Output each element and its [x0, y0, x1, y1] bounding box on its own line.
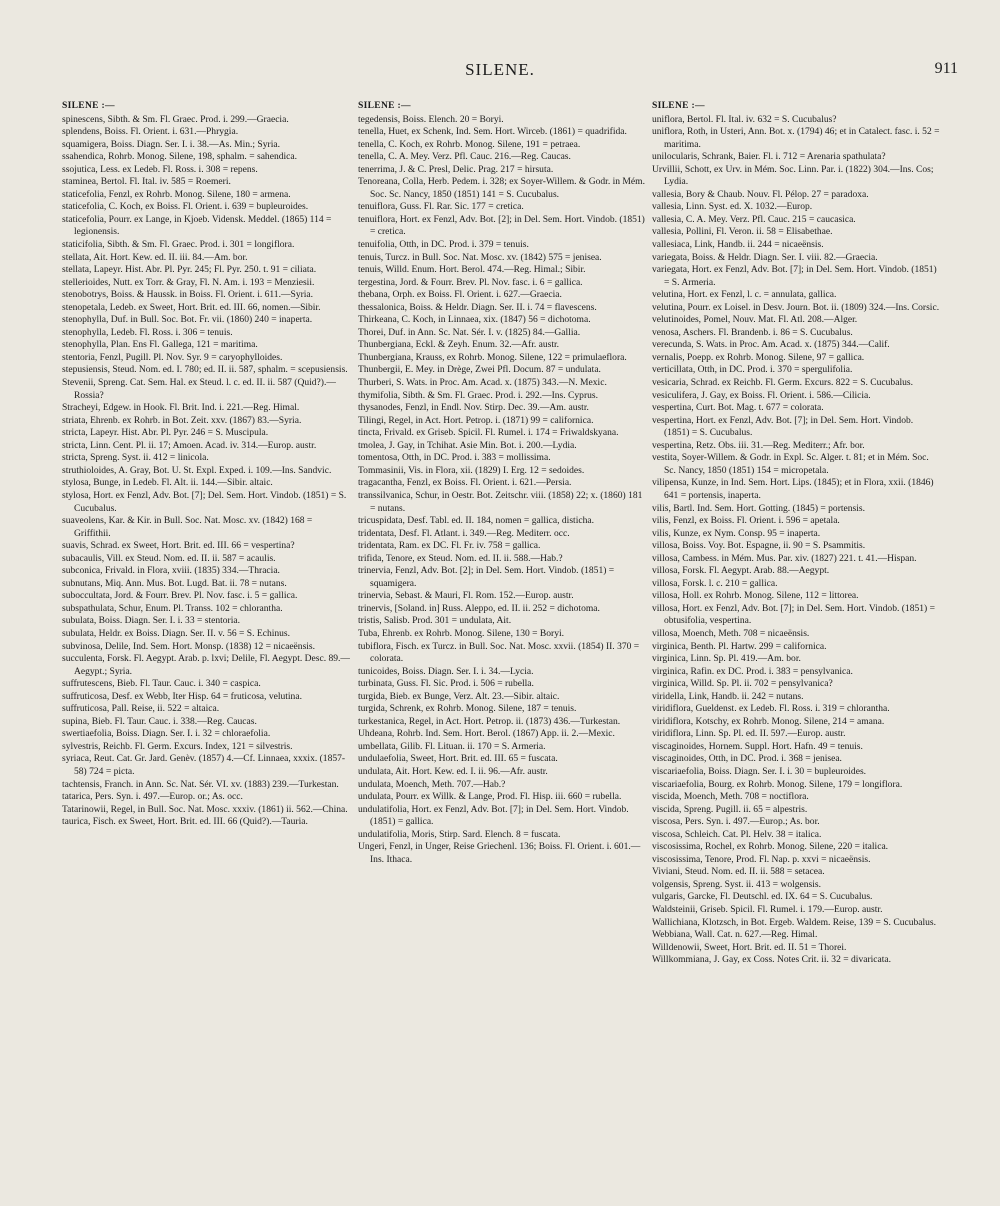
- index-entry: tridentata, Ram. ex DC. Fl. Fr. iv. 758 = gallica.: [358, 540, 541, 552]
- index-entry: velutina, Pourr. ex Loisel. in Desv. Journ. Bot. ii. (1809) 324.—Ins. Corsic.: [652, 301, 940, 313]
- index-entry: venosa, Aschers. Fl. Brandenb. i. 86 = S. Cucubalus.: [652, 326, 853, 338]
- index-entry: vilis, Bartl. Ind. Sem. Hort. Gotting. (1845) = portensis.: [652, 502, 866, 514]
- index-entry: vesicaria, Schrad. ex Reichb. Fl. Germ. Excurs. 822 = S. Cucubalus.: [652, 377, 913, 389]
- index-entry: turkestanica, Regel, in Act. Hort. Petrop. ii. (1873) 436.—Turkestan.: [358, 715, 621, 727]
- index-entry: viridiflora, Kotschy, ex Rohrb. Monog. Silene, 214 = amana.: [652, 715, 885, 727]
- index-entry: tegedensis, Boiss. Elench. 20 = Boryi.: [358, 113, 504, 125]
- column-1: [62, 100, 350, 829]
- index-entry: stenophylla, Ledeb. Fl. Ross. i. 306 = tenuis.: [62, 326, 233, 338]
- index-entry: subacaulis, Vill. ex Steud. Nom. ed. II. ii. 587 = acaulis.: [62, 552, 276, 564]
- index-entry: uniflora, Roth, in Usteri, Ann. Bot. x. (1794) 46; et in Catalect. fasc. i. 52 = maritima.: [652, 126, 940, 150]
- index-entry: stenopetala, Ledeb. ex Sweet, Hort. Brit. ed. III. 66, nomen.—Sibir.: [62, 301, 321, 313]
- index-entry: vallesia, Bory & Chaub. Nouv. Fl. Pélop. 27 = paradoxa.: [652, 188, 869, 200]
- index-entry: ssahendica, Rohrb. Monog. Silene, 198, sphalm. = sahendica.: [62, 151, 297, 163]
- index-entry: suavis, Schrad. ex Sweet, Hort. Brit. ed. III. 66 = vespertina?: [62, 540, 295, 552]
- index-entry: swertiaefolia, Boiss. Diagn. Ser. I. i. 32 = chloraefolia.: [62, 728, 271, 740]
- index-entry: Tenoreana, Colla, Herb. Pedem. i. 328; ex Soyer-Willem. & Godr. in Mém. Soc. Sc. Nancy, 1850 (1851) 141 = S. Cucubalus.: [358, 176, 645, 200]
- index-entry: Tommasinii, Vis. in Flora, xii. (1829) I. Erg. 12 = sedoides.: [358, 464, 585, 476]
- index-entry: suboccultata, Jord. & Fourr. Brev. Pl. Nov. fasc. i. 5 = gallica.: [62, 590, 298, 602]
- index-entry: villosa, Holl. ex Rohrb. Monog. Silene, 112 = littorea.: [652, 590, 859, 602]
- index-entry: subconica, Frivald. in Flora, xviii. (1835) 334.—Thracia.: [62, 565, 280, 577]
- index-entry: splendens, Boiss. Fl. Orient. i. 631.—Phrygia.: [62, 126, 239, 138]
- index-entry: Uhdeana, Rohrb. Ind. Sem. Hort. Berol. (1867) App. ii. 2.—Mexic.: [358, 728, 615, 740]
- column-heading: SILENE :—: [652, 100, 705, 111]
- index-entry: Willkommiana, J. Gay, ex Coss. Notes Crit. ii. 32 = divaricata.: [652, 954, 892, 966]
- index-entry: tristis, Salisb. Prod. 301 = undulata, Ait.: [358, 615, 512, 627]
- index-entry: sylvestris, Reichb. Fl. Germ. Excurs. Index, 121 = silvestris.: [62, 740, 293, 752]
- column-3: [652, 100, 940, 967]
- index-entry: virginica, Linn. Sp. Pl. 419.—Am. bor.: [652, 653, 801, 665]
- index-entry: Thorei, Duf. in Ann. Sc. Nat. Sér. I. v. (1825) 84.—Gallia.: [358, 326, 581, 338]
- index-entry: tenuifolia, Otth, in DC. Prod. i. 379 = tenuis.: [358, 239, 529, 251]
- page-number: 911: [934, 60, 958, 77]
- index-entry: staminea, Bertol. Fl. Ital. iv. 585 = Roemeri.: [62, 176, 231, 188]
- index-entry: vallesia, Pollini, Fl. Veron. ii. 58 = Elisabethae.: [652, 226, 833, 238]
- index-entry: undulata, Moench, Meth. 707.—Hab.?: [358, 778, 506, 790]
- index-entry: vilis, Fenzl, ex Boiss. Fl. Orient. i. 596 = apetala.: [652, 515, 840, 527]
- index-entry: stricta, Lapeyr. Hist. Abr. Pl. Pyr. 246 = S. Muscipula.: [62, 427, 269, 439]
- index-entry: staticefolia, Fenzl, ex Rohrb. Monog. Silene, 180 = armena.: [62, 188, 291, 200]
- index-entry: viscaginoides, Hornem. Suppl. Hort. Hafn. 49 = tenuis.: [652, 740, 863, 752]
- index-entry: tenella, Huet, ex Schenk, Ind. Sem. Hort. Wirceb. (1861) = quadrifida.: [358, 126, 627, 138]
- index-entry: stenobotrys, Boiss. & Haussk. in Boiss. Fl. Orient. i. 611.—Syria.: [62, 289, 314, 301]
- index-entry: viscaginoides, Otth, in DC. Prod. i. 368 = jenisea.: [652, 753, 842, 765]
- index-entry: vallesia, C. A. Mey. Verz. Pfl. Cauc. 215 = caucasica.: [652, 213, 856, 225]
- index-entry: tenuiflora, Guss. Fl. Rar. Sic. 177 = cretica.: [358, 201, 524, 213]
- index-entry: Tuba, Ehrenb. ex Rohrb. Monog. Silene, 130 = Boryi.: [358, 627, 565, 639]
- index-entry: stricta, Linn. Cent. Pl. ii. 17; Amoen. Acad. iv. 314.—Europ. austr.: [62, 439, 317, 451]
- index-entry: thysanodes, Fenzl, in Endl. Nov. Stirp. Dec. 39.—Am. austr.: [358, 402, 589, 414]
- index-entry: suaveolens, Kar. & Kir. in Bull. Soc. Nat. Mosc. xv. (1842) 168 = Griffithii.: [62, 515, 313, 539]
- index-entry: tricuspidata, Desf. Tabl. ed. II. 184, nomen = gallica, disticha.: [358, 515, 594, 527]
- index-entry: viridiflora, Gueldenst. ex Ledeb. Fl. Ross. i. 319 = chlorantha.: [652, 703, 890, 715]
- index-entry: vilipensa, Kunze, in Ind. Sem. Hort. Lips. (1845); et in Flora, xxii. (1846) 641 = portensis, inaperta.: [652, 477, 934, 501]
- index-entry: trinervia, Sebast. & Mauri, Fl. Rom. 152.—Europ. austr.: [358, 590, 574, 602]
- index-entry: vulgaris, Garcke, Fl. Deutschl. ed. IX. 64 = S. Cucubalus.: [652, 891, 873, 903]
- index-entry: vespertina, Hort. ex Fenzl, Adv. Bot. [7]; in Del. Sem. Hort. Vindob. (1851) = S. Cucubalus.: [652, 414, 914, 439]
- index-entry: undulata, Pourr. ex Willk. & Lange, Prod. Fl. Hisp. iii. 660 = rubella.: [358, 791, 622, 803]
- index-entry: vilis, Kunze, ex Nym. Consp. 95 = inaperta.: [652, 527, 821, 539]
- index-entry: subnutans, Miq. Ann. Mus. Bot. Lugd. Bat. ii. 78 = nutans.: [62, 577, 287, 589]
- index-entry: virginica, Willd. Sp. Pl. ii. 702 = pensylvanica?: [652, 678, 833, 690]
- index-entry: unilocularis, Schrank, Baier. Fl. i. 712 = Arenaria spathulata?: [652, 151, 886, 163]
- index-entry: viscosa, Pers. Syn. i. 497.—Europ.; As. bor.: [652, 816, 820, 828]
- index-entry: tenerrima, J. & C. Presl, Delic. Prag. 217 = hirsuta.: [358, 163, 554, 175]
- index-entry: Thunbergiana, Eckl. & Zeyh. Enum. 32.—Afr. austr.: [358, 339, 560, 351]
- index-entry: vallesia, Linn. Syst. ed. X. 1032.—Europ.: [652, 201, 813, 213]
- index-entry: Thurberi, S. Wats. in Proc. Am. Acad. x. (1875) 343.—N. Mexic.: [358, 377, 607, 389]
- index-entry: Viviani, Steud. Nom. ed. II. ii. 588 = setacea.: [652, 866, 825, 878]
- index-entry: villosa, Boiss. Voy. Bot. Espagne, ii. 90 = S. Psammitis.: [652, 540, 866, 552]
- index-entry: stricta, Spreng. Syst. ii. 412 = linicola.: [62, 452, 209, 464]
- index-entry: taurica, Fisch. ex Sweet, Hort. Brit. ed. III. 66 (Quid?).—Tauria.: [62, 816, 308, 828]
- index-entry: vallesiaca, Link, Handb. ii. 244 = nicaeënsis.: [652, 239, 824, 251]
- index-entry: virginica, Benth. Pl. Hartw. 299 = californica.: [652, 640, 827, 652]
- running-title: SILENE.: [465, 60, 535, 79]
- index-entry: Wallichiana, Klotzsch, in Bot. Ergeb. Waldem. Reise, 139 = S. Cucubalus.: [652, 916, 937, 928]
- index-entry: struthioloides, A. Gray, Bot. U. St. Expl. Exped. i. 109.—Ins. Sandvic.: [62, 464, 332, 476]
- index-entry: undulatifolia, Moris, Stirp. Sard. Elench. 8 = fuscata.: [358, 828, 561, 840]
- index-entry: succulenta, Forsk. Fl. Aegypt. Arab. p. lxvi; Delile, Fl. Aegypt. Desc. 89.—Aegypt.; Syria.: [62, 653, 350, 677]
- index-entry: Thunbergiana, Krauss, ex Rohrb. Monog. Silene, 122 = primulaeflora.: [358, 351, 627, 363]
- index-entry: villosa, Forsk. l. c. 210 = gallica.: [652, 577, 778, 589]
- index-entry: striata, Ehrenb. ex Rohrb. in Bot. Zeit. xxv. (1867) 83.—Syria.: [62, 414, 302, 426]
- index-entry: tergestina, Jord. & Fourr. Brev. Pl. Nov. fasc. i. 6 = gallica.: [358, 276, 583, 288]
- index-entry: viscariaefolia, Bourg. ex Rohrb. Monog. Silene, 179 = longiflora.: [652, 778, 903, 790]
- index-entry: Urvillii, Schott, ex Urv. in Mém. Soc. Linn. Par. i. (1822) 304.—Ins. Cos; Lydia.: [652, 163, 934, 188]
- index-entry: verecunda, S. Wats. in Proc. Am. Acad. x. (1875) 344.—Calif.: [652, 339, 890, 351]
- index-entry: Stevenii, Spreng. Cat. Sem. Hal. ex Steud. l. c. ed. II. ii. 587 (Quid?).—Rossia?: [62, 377, 336, 401]
- index-entry: tenuiflora, Hort. ex Fenzl, Adv. Bot. [2]; in Del. Sem. Hort. Vindob. (1851) = cretica.: [358, 213, 645, 238]
- index-entry: undulatifolia, Hort. ex Fenzl, Adv. Bot. [7]; in Del. Sem. Hort. Vindob. (1851) = gallica.: [358, 803, 629, 828]
- index-entry: viscida, Spreng. Pugill. ii. 65 = alpestris.: [652, 803, 808, 815]
- index-entry: squamigera, Boiss. Diagn. Ser. I. i. 38.—As. Min.; Syria.: [62, 138, 280, 150]
- index-entry: viscosissima, Tenore, Prod. Fl. Nap. p. xxvi = nicaeënsis.: [652, 853, 871, 865]
- index-entry: vespertina, Curt. Bot. Mag. t. 677 = colorata.: [652, 402, 824, 414]
- index-entry: stentoria, Fenzl, Pugill. Pl. Nov. Syr. 9 = caryophylloides.: [62, 351, 283, 363]
- index-entry: tmolea, J. Gay, in Tchihat. Asie Min. Bot. i. 200.—Lydia.: [358, 439, 577, 451]
- index-entry: vesiculifera, J. Gay, ex Boiss. Fl. Orient. i. 586.—Cilicia.: [652, 389, 871, 401]
- index-entry: stellata, Ait. Hort. Kew. ed. II. iii. 84.—Am. bor.: [62, 251, 248, 263]
- index-entry: villosa, Cambess. in Mém. Mus. Par. xiv. (1827) 221. t. 41.—Hispan.: [652, 552, 917, 564]
- index-entry: umbellata, Gilib. Fl. Lituan. ii. 170 = S. Armeria.: [358, 740, 546, 752]
- index-entry: trifida, Tenore, ex Steud. Nom. ed. II. ii. 588.—Hab.?: [358, 552, 563, 564]
- index-entry: tunicoides, Boiss. Diagn. Ser. I. i. 34.—Lycia.: [358, 665, 534, 677]
- index-entry: velutina, Hort. ex Fenzl, l. c. = annulata, gallica.: [652, 289, 837, 301]
- index-entry: tridentata, Desf. Fl. Atlant. i. 349.—Reg. Mediterr. occ.: [358, 527, 570, 539]
- index-entry: Stracheyi, Edgew. in Hook. Fl. Brit. Ind. i. 221.—Reg. Himal.: [62, 402, 300, 414]
- index-entry: syriaca, Reut. Cat. Gr. Jard. Genèv. (1857) 4.—Cf. Linnaea, xxxix. (1857-58) 724 = picta.: [62, 753, 346, 777]
- index-entry: vernalis, Poepp. ex Rohrb. Monog. Silene, 97 = gallica.: [652, 351, 865, 363]
- index-entry: suffruticosa, Pall. Reise, ii. 522 = altaica.: [62, 703, 220, 715]
- index-entry: subspathulata, Schur, Enum. Pl. Transs. 102 = chlorantha.: [62, 602, 283, 614]
- index-entry: tenella, C. A. Mey. Verz. Pfl. Cauc. 216.—Reg. Caucas.: [358, 151, 571, 163]
- index-entry: Thunbergii, E. Mey. in Drège, Zwei Pfl. Docum. 87 = undulata.: [358, 364, 601, 376]
- index-entry: turgida, Bieb. ex Bunge, Verz. Alt. 23.—Sibir. altaic.: [358, 690, 560, 702]
- index-entry: Tilingi, Regel, in Act. Hort. Petrop. i. (1871) 99 = californica.: [358, 414, 594, 426]
- index-entry: stepusiensis, Steud. Nom. ed. I. 780; ed. II. ii. 587, sphalm. = scepusiensis.: [62, 364, 348, 376]
- index-entry: tenella, C. Koch, ex Rohrb. Monog. Silene, 191 = petraea.: [358, 138, 581, 150]
- index-entry: Webbiana, Wall. Cat. n. 627.—Reg. Himal.: [652, 929, 818, 941]
- index-entry: volgensis, Spreng. Syst. ii. 413 = wolgensis.: [652, 878, 822, 890]
- index-entry: tenuis, Turcz. in Bull. Soc. Nat. Mosc. xv. (1842) 575 = jenisea.: [358, 251, 602, 263]
- index-entry: viscariaefolia, Boiss. Diagn. Ser. I. i. 30 = bupleuroides.: [652, 765, 867, 777]
- index-entry: Thirkeana, C. Koch, in Linnaea, xix. (1847) 56 = dichotoma.: [358, 314, 591, 326]
- index-entry: staticefolia, C. Koch, ex Boiss. Fl. Orient. i. 639 = bupleuroides.: [62, 201, 309, 213]
- page-header: [0, 58, 1000, 82]
- index-entry: tachtensis, Franch. in Ann. Sc. Nat. Sér. VI. xv. (1883) 239.—Turkestan.: [62, 778, 339, 790]
- index-entry: tomentosa, Otth, in DC. Prod. i. 383 = mollissima.: [358, 452, 551, 464]
- index-entry: turgida, Schrenk, ex Rohrb. Monog. Silene, 187 = tenuis.: [358, 703, 577, 715]
- index-entry: tragacantha, Fenzl, ex Boiss. Fl. Orient. i. 621.—Persia.: [358, 477, 572, 489]
- index-entry: Willdenowii, Sweet, Hort. Brit. ed. II. 51 = Thorei.: [652, 941, 847, 953]
- index-entry: villosa, Moench, Meth. 708 = nicaeënsis.: [652, 627, 810, 639]
- index-entry: tincta, Frivald. ex Griseb. Spicil. Fl. Rumel. i. 174 = Friwaldskyana.: [358, 427, 619, 439]
- index-entry: villosa, Hort. ex Fenzl, Adv. Bot. [7]; in Del. Sem. Hort. Vindob. (1851) = obtusifolia, vespertina.: [652, 602, 935, 627]
- index-entry: supina, Bieb. Fl. Taur. Cauc. i. 338.—Reg. Caucas.: [62, 715, 257, 727]
- index-entry: viscosissima, Rochel, ex Rohrb. Monog. Silene, 220 = italica.: [652, 841, 889, 853]
- index-entry: uniflora, Bertol. Fl. Ital. iv. 632 = S. Cucubalus?: [652, 113, 837, 125]
- index-entry: staticefolia, Pourr. ex Lange, in Kjoeb. Vidensk. Meddel. (1865) 114 = legionensis.: [62, 213, 332, 238]
- index-entry: variegata, Hort. ex Fenzl, Adv. Bot. [7]; in Del. Sem. Hort. Vindob. (1851) = S. Armeria.: [652, 264, 937, 288]
- index-entry: thessalonica, Boiss. & Heldr. Diagn. Ser. II. i. 74 = flavescens.: [358, 301, 597, 313]
- column-2: [358, 100, 646, 866]
- column-heading: SILENE :—: [358, 100, 411, 111]
- index-entry: virginica, Rafin. ex DC. Prod. i. 383 = pensylvanica.: [652, 665, 853, 677]
- index-entry: tubiflora, Fisch. ex Turcz. in Bull. Soc. Nat. Mosc. xxvii. (1854) II. 370 = colorata.: [358, 640, 640, 665]
- index-entry: velutinoides, Pomel, Nouv. Mat. Fl. Atl. 208.—Alger.: [652, 314, 858, 326]
- index-entry: viridiflora, Linn. Sp. Pl. ed. II. 597.—Europ. austr.: [652, 728, 846, 740]
- index-entry: tenuis, Willd. Enum. Hort. Berol. 474.—Reg. Himal.; Sibir.: [358, 264, 586, 276]
- index-entry: undulaefolia, Sweet, Hort. Brit. ed. III. 65 = fuscata.: [358, 753, 558, 765]
- index-entry: stellata, Lapeyr. Hist. Abr. Pl. Pyr. 245; Fl. Pyr. 250. t. 91 = ciliata.: [62, 264, 317, 276]
- index-entry: turbinata, Guss. Fl. Sic. Prod. i. 506 = rubella.: [358, 678, 534, 690]
- index-entry: vespertina, Retz. Obs. iii. 31.—Reg. Mediterr.; Afr. bor.: [652, 439, 865, 451]
- index-entry: tatarica, Pers. Syn. i. 497.—Europ. or.; As. occ.: [62, 791, 243, 803]
- index-entry: variegata, Boiss. & Heldr. Diagn. Ser. I. viii. 82.—Graecia.: [652, 251, 878, 263]
- index-entry: thymifolia, Sibth. & Sm. Fl. Graec. Prod. i. 292.—Ins. Cyprus.: [358, 389, 598, 401]
- index-entry: villosa, Forsk. Fl. Aegypt. Arab. 88.—Aegypt.: [652, 565, 830, 577]
- index-entry: stylosa, Hort. ex Fenzl, Adv. Bot. [7]; Del. Sem. Hort. Vindob. (1851) = S. Cucubalus.: [62, 489, 347, 514]
- index-entry: vestita, Soyer-Willem. & Godr. in Expl. Sc. Alger. t. 81; et in Mém. Soc. Sc. Nancy, 1850 (1851) 154 = micropetala.: [652, 452, 929, 476]
- index-entry: transsilvanica, Schur, in Oestr. Bot. Zeitschr. viii. (1858) 22; x. (1860) 181 = nutans.: [358, 489, 643, 514]
- index-entry: staticifolia, Sibth. & Sm. Fl. Graec. Prod. i. 301 = longiflora.: [62, 239, 295, 251]
- index-entry: viscida, Moench, Meth. 708 = noctiflora.: [652, 791, 809, 803]
- index-entry: trinervis, [Soland. in] Russ. Aleppo, ed. II. ii. 252 = dichotoma.: [358, 602, 600, 614]
- index-entry: subulata, Boiss. Diagn. Ser. I. i. 33 = stentoria.: [62, 615, 241, 627]
- index-entry: Tatarinowii, Regel, in Bull. Soc. Nat. Mosc. xxxiv. (1861) ii. 562.—China.: [62, 803, 348, 815]
- column-heading: SILENE :—: [62, 100, 115, 111]
- index-entry: viscosa, Schleich. Cat. Pl. Helv. 38 = italica.: [652, 828, 822, 840]
- index-entry: undulata, Ait. Hort. Kew. ed. I. ii. 96.—Afr. austr.: [358, 765, 548, 777]
- index-entry: stellerioides, Nutt. ex Torr. & Gray, Fl. N. Am. i. 193 = Menziesii.: [62, 276, 315, 288]
- index-entry: suffrutescens, Bieb. Fl. Taur. Cauc. i. 340 = caspica.: [62, 678, 261, 690]
- index-entry: viridella, Link, Handb. ii. 242 = nutans.: [652, 690, 804, 702]
- index-entry: stenophylla, Plan. Ens Fl. Gallega, 121 = maritima.: [62, 339, 258, 351]
- index-entry: thebana, Orph. ex Boiss. Fl. Orient. i. 627.—Graecia.: [358, 289, 562, 301]
- index-entry: subvinosa, Delile, Ind. Sem. Hort. Monsp. (1838) 12 = nicaeënsis.: [62, 640, 316, 652]
- index-entry: stylosa, Bunge, in Ledeb. Fl. Alt. ii. 144.—Sibir. altaic.: [62, 477, 273, 489]
- index-entry: ssojutica, Less. ex Ledeb. Fl. Ross. i. 308 = repens.: [62, 163, 258, 175]
- index-entry: Ungeri, Fenzl, in Unger, Reise Griechenl. 136; Boiss. Fl. Orient. i. 601.—Ins. Ithaca.: [358, 841, 641, 865]
- index-entry: subulata, Heldr. ex Boiss. Diagn. Ser. II. v. 56 = S. Echinus.: [62, 627, 291, 639]
- index-entry: spinescens, Sibth. & Sm. Fl. Graec. Prod. i. 299.—Graecia.: [62, 113, 289, 125]
- index-entry: Waldsteinii, Griseb. Spicil. Fl. Rumel. i. 179.—Europ. austr.: [652, 904, 883, 915]
- index-entry: verticillata, Otth, in DC. Prod. i. 370 = spergulifolia.: [652, 364, 853, 376]
- index-entry: stenophylla, Duf. in Bull. Soc. Bot. Fr. vii. (1860) 240 = inaperta.: [62, 314, 313, 326]
- index-entry: suffruticosa, Desf. ex Webb, Iter Hisp. 64 = fruticosa, velutina.: [62, 690, 302, 702]
- index-entry: trinervia, Fenzl, Adv. Bot. [2]; in Del. Sem. Hort. Vindob. (1851) = squamigera.: [358, 565, 615, 589]
